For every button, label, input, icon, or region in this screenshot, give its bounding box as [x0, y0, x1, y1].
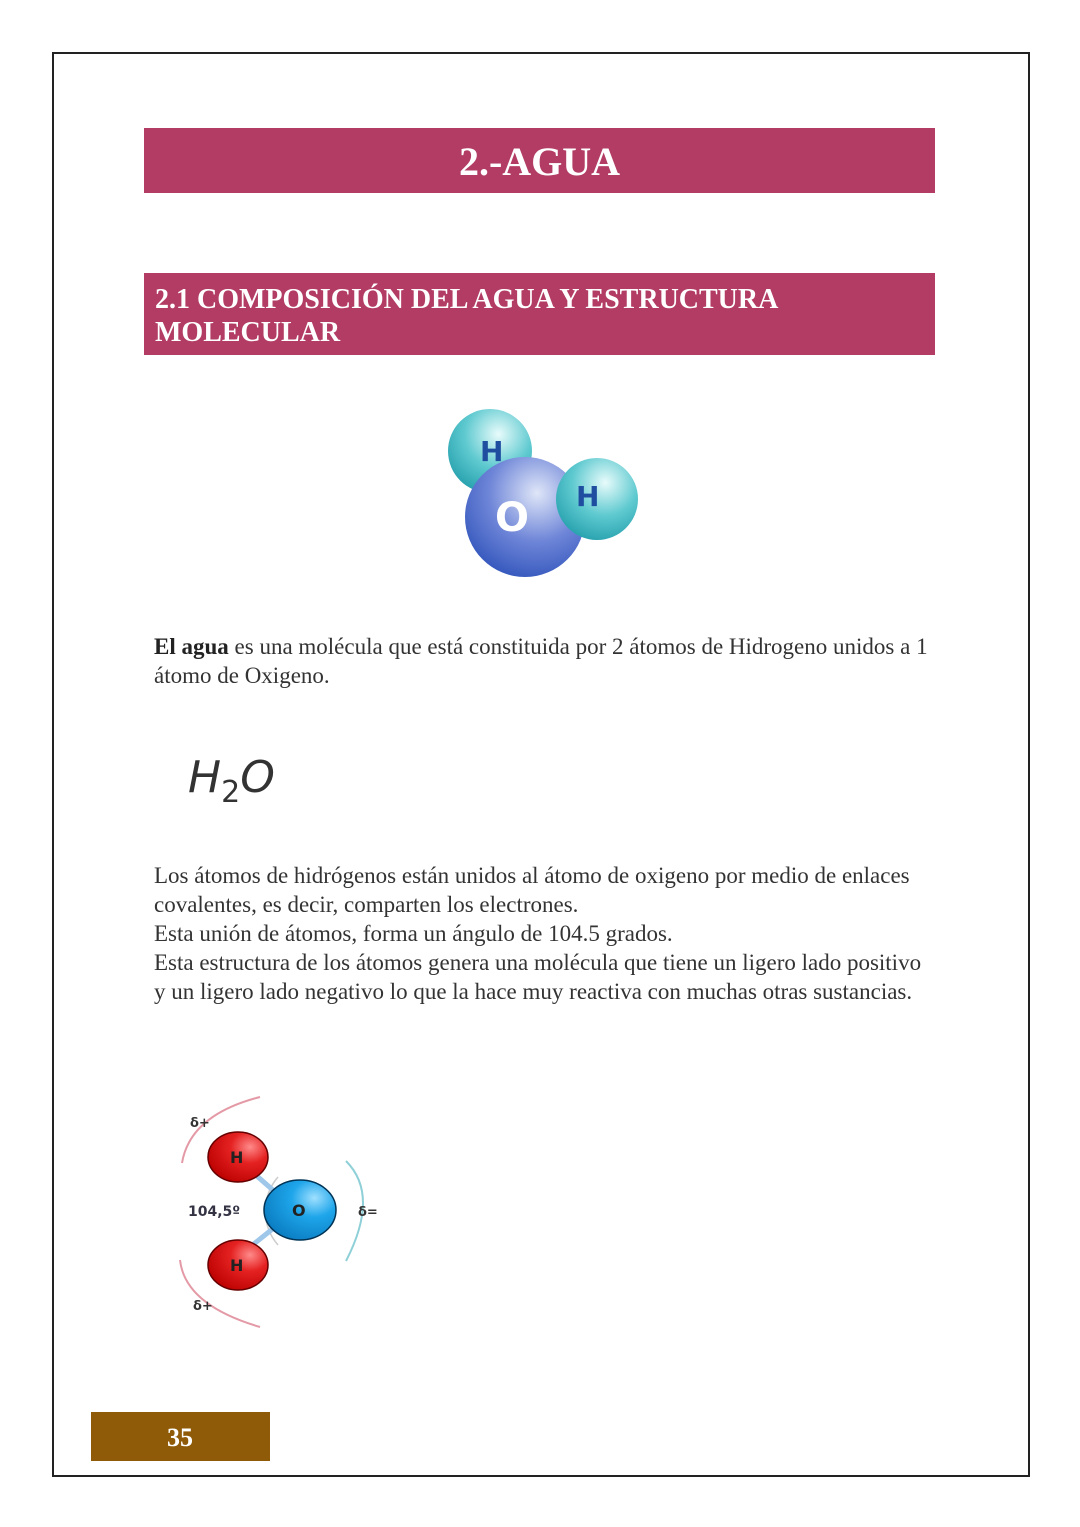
formula-o: O: [240, 752, 275, 803]
section-title: 2.1 COMPOSICIÓN DEL AGUA Y ESTRUCTURA MOLECULAR: [144, 273, 935, 355]
formula-subscript: 2: [221, 774, 241, 810]
chemical-formula: [188, 752, 275, 810]
angle-label: 104,5º: [188, 1204, 241, 1220]
intro-paragraph: [154, 632, 934, 690]
intro-text: es una molécula que está constituida por 2 átomos de Hidrogeno unidos a 1 átomo de Oxigeno.: [154, 634, 928, 688]
polarity-diagram: [160, 1085, 390, 1335]
hydrogen-label: H: [230, 1256, 244, 1275]
hydrogen-label: H: [576, 480, 600, 513]
formula-h: H: [188, 752, 222, 803]
oxygen-label: O: [292, 1201, 306, 1220]
body-line: Esta estructura de los átomos genera una molécula que tiene un ligero lado positivo y un ligero lado negativo lo que la hace muy reactiva con muchas otras sustancias.: [154, 950, 922, 1004]
hydrogen-label: H: [230, 1148, 244, 1167]
body-line: Los átomos de hidrógenos están unidos al átomo de oxigeno por medio de enlaces covalentes, es decir, comparten los electrones.: [154, 863, 910, 917]
page-number: 35: [91, 1412, 270, 1461]
oxygen-label: O: [495, 495, 530, 541]
hydrogen-label: H: [480, 435, 504, 468]
delta-minus-label: δ=: [358, 1205, 378, 1220]
delta-plus-label: δ+: [193, 1299, 213, 1314]
water-molecule-image: [440, 405, 650, 585]
intro-bold: El agua: [154, 634, 229, 659]
delta-plus-label: δ+: [190, 1116, 210, 1131]
chapter-title: 2.-AGUA: [144, 128, 935, 193]
body-line: Esta unión de átomos, forma un ángulo de 104.5 grados.: [154, 921, 673, 946]
body-paragraph: [154, 861, 934, 1006]
